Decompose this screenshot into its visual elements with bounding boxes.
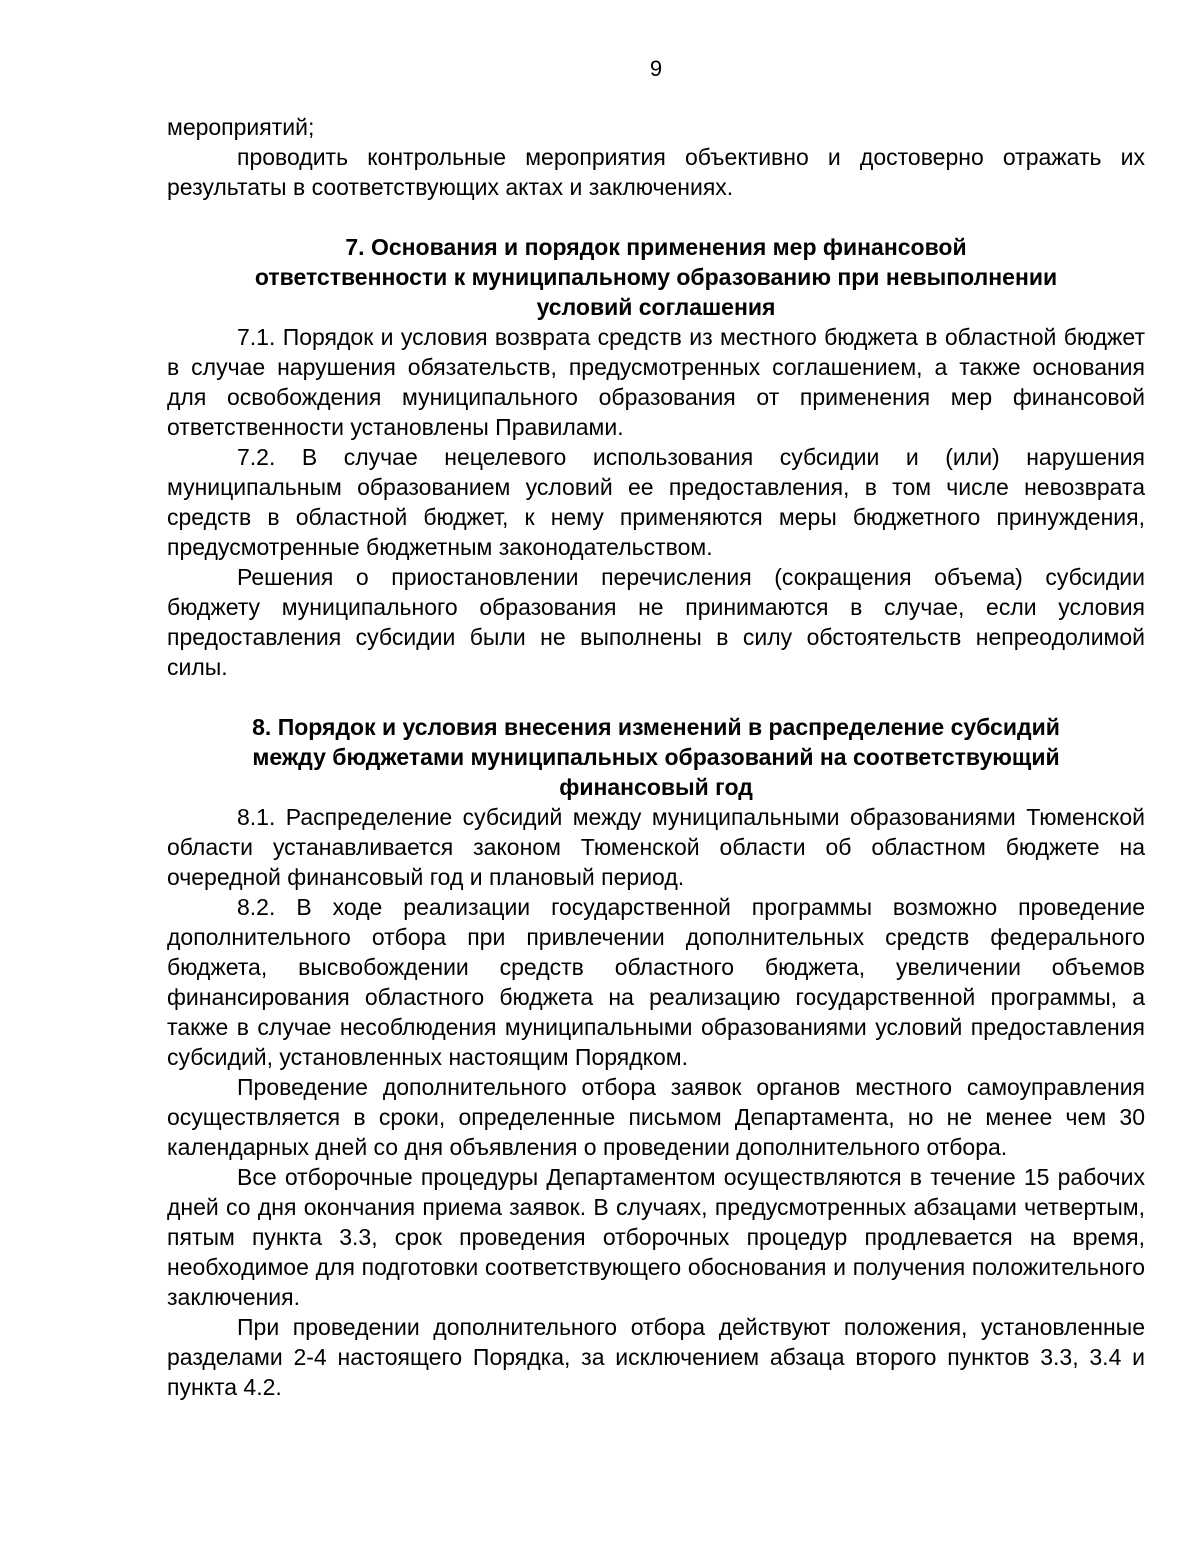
section-7-heading-line: 7. Основания и порядок применения мер финансовой <box>345 234 967 260</box>
section-7-paragraph-2: 7.2. В случае нецелевого использования субсидии и (или) нарушения муниципальным образованием условий ее предоставления, в том числе невозврата средств в областной бюджет, к нему применяются меры бюджетного принуждения, предусмотренные бюджетным законодательством. <box>167 444 1145 560</box>
page-number: 9 <box>649 56 663 81</box>
section-8-paragraph-5: При проведении дополнительного отбора действуют положения, установленные разделами 2-4 настоящего Порядка, за исключением абзаца второго пунктов 3.3, 3.4 и пункта 4.2. <box>167 1314 1145 1400</box>
section-7-heading-line: условий соглашения <box>536 294 776 320</box>
section-8-heading-line: финансовый год <box>559 774 753 800</box>
section-7-heading <box>167 232 1145 322</box>
section-8-paragraph-1: 8.1. Распределение субсидий между муниципальными образованиями Тюменской области устанавливается законом Тюменской области об областном бюджете на очередной финансовый год и плановый период. <box>167 804 1145 890</box>
section-7-heading-line: ответственности к муниципальному образованию при невыполнении <box>254 264 1058 290</box>
section-8-heading-line: между бюджетами муниципальных образований на соответствующий <box>252 744 1060 770</box>
section-7-paragraph-3: Решения о приостановлении перечисления (сокращения объема) субсидии бюджету муниципального образования не принимаются в случае, если условия предоставления субсидии были не выполнены в силу обстоятельств непреодолимой силы. <box>167 564 1145 680</box>
section-8-paragraph-3: Проведение дополнительного отбора заявок органов местного самоуправления осуществляется в сроки, определенные письмом Департамента, но не менее чем 30 календарных дней со дня объявления о проведении дополнительного отбора. <box>167 1074 1145 1160</box>
intro-paragraph-1: мероприятий; <box>167 114 315 140</box>
section-7-paragraph-1: 7.1. Порядок и условия возврата средств из местного бюджета в областной бюджет в случае нарушения обязательств, предусмотренных соглашением, а также основания для освобождения муниципального образования от применения мер финансовой ответственности установлены Правилами. <box>167 324 1145 440</box>
section-8-heading-line: 8. Порядок и условия внесения изменений в распределение субсидий <box>252 714 1060 740</box>
section-8-heading <box>167 712 1145 802</box>
section-8-paragraph-2: 8.2. В ходе реализации государственной программы возможно проведение дополнительного отбора при привлечении дополнительных средств федерального бюджета, высвобождении средств областного бюджета, увеличении объемов финансирования областного бюджета на реализацию государственной программы, а также в случае несоблюдения муниципальными образованиями условий предоставления субсидий, установленных настоящим Порядком. <box>167 894 1145 1070</box>
document-body <box>167 112 1145 1402</box>
intro-paragraph-2: проводить контрольные мероприятия объективно и достоверно отражать их результаты в соответствующих актах и заключениях. <box>167 144 1145 200</box>
section-8-paragraph-4: Все отборочные процедуры Департаментом осуществляются в течение 15 рабочих дней со дня окончания приема заявок. В случаях, предусмотренных абзацами четвертым, пятым пункта 3.3, срок проведения отборочных процедур продлевается на время, необходимое для подготовки соответствующего обоснования и получения положительного заключения. <box>167 1164 1145 1310</box>
